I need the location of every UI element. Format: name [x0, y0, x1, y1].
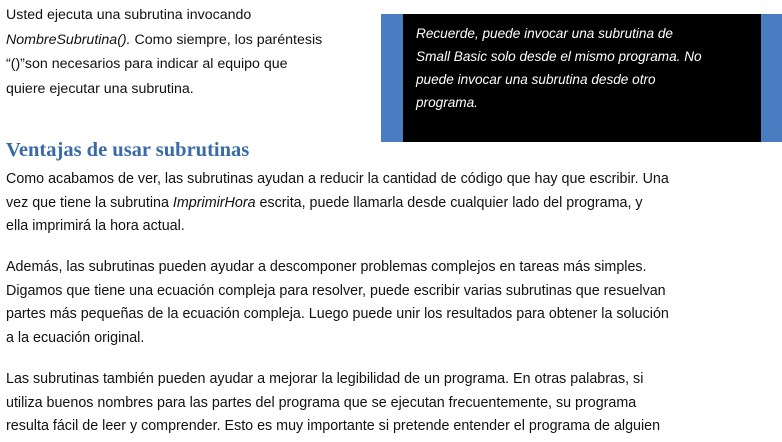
text-run: vez que tiene la subrutina [6, 194, 173, 211]
paragraph-line: Además, las subrutinas pueden ayudar a descomponer problemas complejos en tareas más simples. [6, 259, 647, 275]
section-heading: Ventajas de usar subrutinas [6, 139, 250, 161]
intro-line: quiere ejecutar una subrutina. [6, 80, 194, 97]
paragraph-line [6, 192, 776, 216]
paragraph-line: ella imprimirá la hora actual. [6, 218, 185, 234]
note-callout [381, 14, 782, 142]
note-line: puede invocar una subrutina desde otro [416, 72, 656, 87]
paragraph-decomposition [6, 256, 776, 350]
paragraph-line: partes más pequeñas de la ecuación compleja. Luego puede unir los resultados para obtener la solución [6, 306, 669, 322]
note-line: Small Basic solo desde el mismo programa. No [416, 49, 702, 64]
subroutine-name-example: ImprimirHora [172, 194, 256, 211]
note-line: Recuerde, puede invocar una subrutina de [416, 26, 673, 41]
paragraph-line: resulta fácil de leer y comprender. Esto es muy importante si pretende entender el programa de alguien [6, 418, 661, 434]
note-line: programa. [416, 95, 478, 110]
intro-line [6, 28, 376, 53]
paragraph-line: Digamos que tiene una ecuación compleja para resolver, puede escribir varias subrutinas que resuelvan [6, 282, 666, 299]
note-callout-text [403, 14, 761, 142]
intro-text [6, 3, 376, 101]
intro-line-rest: Como siempre, los paréntesis [130, 31, 323, 48]
text-run: escrita, puede llamarla desde cualquier lado del programa, y [255, 194, 643, 211]
paragraph-code-reduction [6, 168, 776, 239]
paragraph-line: Como acabamos de ver, las subrutinas ayudan a reducir la cantidad de código que hay que escribir. Una [6, 171, 669, 187]
intro-line: “()”son necesarios para indicar al equipo que [6, 56, 288, 73]
paragraph-line: utiliza buenos nombres para las partes del programa que se ejecutan frecuentemente, su programa [6, 394, 637, 411]
intro-line: Usted ejecuta una subrutina invocando [6, 7, 252, 23]
paragraph-readability [6, 368, 776, 439]
subroutine-name-example: NombreSubrutina(). [6, 31, 131, 48]
paragraph-line: a la ecuación original. [6, 329, 145, 346]
paragraph-line: Las subrutinas también pueden ayudar a mejorar la legibilidad de un programa. En otras palabras, si [6, 371, 644, 387]
